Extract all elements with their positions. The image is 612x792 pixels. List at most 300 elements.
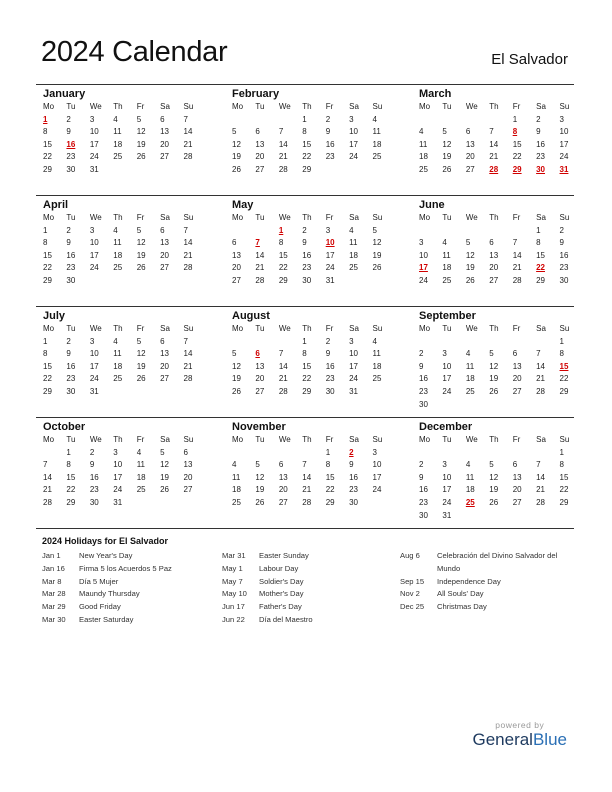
week-row bbox=[36, 348, 200, 361]
weekday-label: Sa bbox=[349, 324, 359, 333]
month-name: December bbox=[419, 421, 473, 433]
week-row bbox=[412, 399, 576, 412]
day-cell: 24 bbox=[89, 263, 99, 273]
holiday-date: 28 bbox=[489, 164, 499, 174]
day-cell: 5 bbox=[232, 349, 237, 359]
week-row bbox=[36, 472, 200, 485]
holiday-date-label: Jan 1 bbox=[42, 551, 61, 560]
empty-cell bbox=[482, 114, 505, 127]
day-cell: 18 bbox=[113, 250, 123, 260]
week-row bbox=[36, 250, 200, 263]
day-cell: 16 bbox=[349, 472, 359, 482]
day-cell: 4 bbox=[113, 225, 118, 235]
day-cell: 1 bbox=[43, 336, 48, 346]
day-cell: 29 bbox=[43, 386, 52, 396]
day-cell: 8 bbox=[325, 460, 331, 470]
weekday-label: We bbox=[465, 435, 478, 444]
empty-cell bbox=[177, 164, 200, 177]
day-cell: 23 bbox=[66, 374, 76, 384]
empty-cell bbox=[529, 510, 552, 523]
empty-cell bbox=[153, 386, 176, 399]
day-cell: 23 bbox=[419, 386, 428, 396]
weekday-header bbox=[36, 212, 200, 225]
day-cell: 9 bbox=[419, 472, 424, 482]
day-cell: 18 bbox=[349, 250, 359, 260]
week-row bbox=[36, 386, 200, 399]
day-cell: 25 bbox=[442, 275, 452, 285]
day-cell: 24 bbox=[349, 152, 359, 162]
day-cell: 3 bbox=[113, 447, 118, 457]
day-cell: 11 bbox=[113, 349, 122, 359]
day-cell: 18 bbox=[465, 374, 475, 384]
empty-cell bbox=[482, 336, 505, 349]
day-cell: 14 bbox=[43, 472, 52, 482]
weekday-label: Fr bbox=[512, 435, 521, 444]
day-cell: 22 bbox=[66, 485, 76, 495]
week-row bbox=[36, 336, 200, 349]
day-cell: 8 bbox=[559, 460, 564, 470]
day-cell: 13 bbox=[255, 361, 265, 371]
weekday-label: Tu bbox=[255, 102, 265, 111]
day-cell: 16 bbox=[66, 250, 76, 260]
holiday-list bbox=[42, 536, 582, 640]
day-cell: 23 bbox=[349, 485, 359, 495]
day-cell: 9 bbox=[66, 127, 71, 137]
month-block bbox=[412, 198, 576, 288]
day-cell: 8 bbox=[43, 127, 48, 137]
weekday-label: Su bbox=[183, 102, 194, 111]
day-cell: 2 bbox=[66, 114, 71, 124]
holiday-name: New Year's Day bbox=[79, 551, 133, 560]
day-cell: 23 bbox=[325, 374, 335, 384]
empty-cell bbox=[36, 447, 59, 460]
day-cell: 5 bbox=[136, 114, 142, 124]
day-cell: 18 bbox=[419, 152, 428, 162]
brand-name-blue: Blue bbox=[532, 730, 567, 749]
empty-cell bbox=[106, 164, 129, 177]
week-row bbox=[412, 472, 576, 485]
month-name: July bbox=[43, 310, 66, 322]
day-cell: 24 bbox=[325, 263, 335, 273]
day-cell: 10 bbox=[89, 349, 99, 359]
weekday-label: Fr bbox=[136, 324, 145, 333]
day-cell: 27 bbox=[255, 164, 265, 174]
day-cell: 7 bbox=[183, 336, 188, 346]
weekday-label: We bbox=[465, 324, 478, 333]
day-cell: 19 bbox=[136, 250, 146, 260]
empty-cell bbox=[319, 164, 342, 177]
weekday-label: We bbox=[89, 435, 102, 444]
day-cell: 11 bbox=[465, 361, 475, 371]
empty-cell bbox=[412, 447, 435, 460]
holiday-name: Mother's Day bbox=[259, 589, 304, 599]
month-block bbox=[225, 87, 389, 177]
week-row bbox=[412, 447, 576, 460]
week-row bbox=[225, 275, 389, 288]
empty-cell bbox=[435, 114, 458, 127]
day-cell: 7 bbox=[278, 349, 284, 359]
month-block bbox=[225, 420, 389, 510]
day-cell: 15 bbox=[43, 250, 52, 260]
day-cell: 20 bbox=[278, 485, 288, 495]
day-cell: 3 bbox=[349, 336, 354, 346]
day-cell: 7 bbox=[183, 225, 188, 235]
weekday-header bbox=[225, 101, 389, 114]
weekday-header bbox=[412, 323, 576, 336]
day-cell: 28 bbox=[255, 275, 265, 285]
day-cell: 31 bbox=[113, 497, 123, 507]
week-row bbox=[225, 373, 389, 386]
empty-cell bbox=[506, 399, 529, 412]
empty-cell bbox=[130, 275, 153, 288]
holiday-name: Día 5 Mujer bbox=[79, 576, 119, 586]
day-cell: 17 bbox=[89, 250, 99, 260]
empty-cell bbox=[529, 336, 552, 349]
day-cell: 14 bbox=[183, 349, 193, 359]
day-cell: 27 bbox=[465, 164, 475, 174]
week-row bbox=[412, 386, 576, 399]
day-cell: 17 bbox=[349, 139, 359, 149]
day-cell: 26 bbox=[160, 485, 170, 495]
divider bbox=[36, 528, 574, 529]
day-cell: 26 bbox=[255, 497, 265, 507]
empty-cell bbox=[342, 275, 365, 288]
empty-cell bbox=[225, 114, 248, 127]
day-cell: 4 bbox=[113, 336, 118, 346]
day-cell: 5 bbox=[372, 225, 377, 235]
day-cell: 15 bbox=[302, 139, 312, 149]
empty-cell bbox=[435, 399, 458, 412]
day-cell: 24 bbox=[89, 374, 99, 384]
day-cell: 9 bbox=[419, 361, 424, 371]
weekday-label: Tu bbox=[255, 435, 265, 444]
day-cell: 16 bbox=[66, 361, 76, 371]
empty-cell bbox=[272, 447, 295, 460]
day-cell: 26 bbox=[489, 497, 499, 507]
day-cell: 30 bbox=[302, 275, 312, 285]
day-cell: 31 bbox=[325, 275, 335, 285]
weekday-header bbox=[412, 434, 576, 447]
month-name: November bbox=[232, 421, 286, 433]
holiday-date-label: Sep 15 bbox=[400, 576, 425, 586]
day-cell: 25 bbox=[465, 386, 475, 396]
day-cell: 7 bbox=[278, 127, 284, 137]
day-cell: 20 bbox=[183, 472, 193, 482]
day-cell: 18 bbox=[113, 139, 123, 149]
weekday-label: Tu bbox=[255, 324, 265, 333]
holiday-date: 22 bbox=[536, 263, 546, 273]
holiday-date: 1 bbox=[278, 225, 284, 235]
month-name: June bbox=[419, 199, 445, 211]
week-row bbox=[412, 126, 576, 139]
empty-cell bbox=[106, 386, 129, 399]
day-cell: 24 bbox=[559, 152, 569, 162]
weekday-label: Mo bbox=[419, 213, 431, 222]
day-cell: 6 bbox=[465, 127, 471, 137]
day-cell: 20 bbox=[255, 152, 265, 162]
week-row bbox=[36, 484, 200, 497]
day-cell: 12 bbox=[255, 472, 265, 482]
day-cell: 17 bbox=[442, 374, 452, 384]
weekday-label: Su bbox=[372, 435, 383, 444]
empty-cell bbox=[225, 225, 248, 238]
empty-cell bbox=[248, 336, 271, 349]
week-row bbox=[36, 114, 200, 127]
day-cell: 29 bbox=[43, 164, 52, 174]
week-row bbox=[225, 225, 389, 238]
day-cell: 21 bbox=[183, 250, 193, 260]
month-block bbox=[412, 420, 576, 522]
day-cell: 30 bbox=[66, 275, 76, 285]
day-cell: 4 bbox=[465, 460, 471, 470]
day-cell: 7 bbox=[43, 460, 48, 470]
empty-cell bbox=[459, 114, 482, 127]
day-cell: 6 bbox=[255, 127, 260, 137]
day-cell: 18 bbox=[136, 472, 146, 482]
day-cell: 2 bbox=[66, 336, 71, 346]
day-cell: 22 bbox=[559, 485, 569, 495]
day-cell: 11 bbox=[113, 238, 122, 248]
day-cell: 30 bbox=[325, 386, 335, 396]
empty-cell bbox=[248, 447, 271, 460]
empty-cell bbox=[412, 336, 435, 349]
day-cell: 24 bbox=[442, 497, 452, 507]
day-cell: 17 bbox=[372, 472, 382, 482]
day-cell: 22 bbox=[278, 263, 288, 273]
day-cell: 14 bbox=[183, 238, 193, 248]
day-cell: 15 bbox=[325, 472, 335, 482]
day-cell: 30 bbox=[89, 497, 99, 507]
empty-cell bbox=[435, 225, 458, 238]
holiday-date: 7 bbox=[255, 238, 260, 248]
weekday-label: Sa bbox=[536, 102, 546, 111]
day-cell: 18 bbox=[442, 263, 452, 273]
day-cell: 14 bbox=[536, 472, 546, 482]
holiday-date-label: Mar 31 bbox=[222, 551, 246, 560]
month-block bbox=[225, 309, 389, 399]
day-cell: 12 bbox=[232, 139, 241, 149]
empty-cell bbox=[366, 275, 389, 288]
day-cell: 5 bbox=[465, 238, 471, 248]
holiday-item bbox=[42, 588, 217, 601]
day-cell: 8 bbox=[559, 349, 564, 359]
day-cell: 4 bbox=[372, 336, 377, 346]
holiday-date-label: Dec 25 bbox=[400, 602, 425, 612]
day-cell: 16 bbox=[419, 485, 428, 495]
weekday-label: Mo bbox=[43, 102, 55, 111]
day-cell: 10 bbox=[372, 460, 382, 470]
weekday-label: Sa bbox=[349, 102, 359, 111]
holiday-list-title: 2024 Holidays for El Salvador bbox=[42, 536, 169, 546]
weekday-label: We bbox=[278, 102, 291, 111]
weekday-label: Th bbox=[113, 324, 123, 333]
holiday-date-label: Mar 30 bbox=[42, 614, 66, 624]
day-cell: 5 bbox=[489, 349, 494, 359]
day-cell: 10 bbox=[442, 361, 452, 371]
day-cell: 24 bbox=[419, 275, 428, 285]
day-cell: 3 bbox=[419, 238, 424, 248]
week-row bbox=[225, 386, 389, 399]
week-row bbox=[412, 348, 576, 361]
day-cell: 10 bbox=[349, 127, 359, 137]
day-cell: 1 bbox=[559, 447, 564, 457]
weekday-label: Fr bbox=[325, 435, 334, 444]
day-cell: 25 bbox=[349, 263, 359, 273]
weekday-label: Sa bbox=[160, 102, 170, 111]
day-cell: 31 bbox=[349, 386, 359, 396]
day-cell: 15 bbox=[302, 361, 312, 371]
weekday-label: Su bbox=[559, 213, 570, 222]
day-cell: 10 bbox=[113, 460, 123, 470]
month-block bbox=[412, 87, 576, 177]
day-cell: 5 bbox=[489, 460, 494, 470]
day-cell: 16 bbox=[89, 472, 99, 482]
day-cell: 14 bbox=[255, 250, 265, 260]
day-cell: 10 bbox=[89, 127, 99, 137]
empty-cell bbox=[482, 399, 505, 412]
day-cell: 3 bbox=[89, 336, 95, 346]
week-row bbox=[225, 114, 389, 127]
week-row bbox=[412, 459, 576, 472]
empty-cell bbox=[506, 510, 529, 523]
holiday-name: Easter Sunday bbox=[259, 551, 309, 560]
weekday-label: Su bbox=[372, 213, 383, 222]
day-cell: 30 bbox=[349, 497, 359, 507]
empty-cell bbox=[130, 164, 153, 177]
month-block bbox=[412, 309, 576, 411]
day-cell: 18 bbox=[232, 485, 241, 495]
day-cell: 26 bbox=[136, 374, 146, 384]
week-row bbox=[412, 151, 576, 164]
day-cell: 25 bbox=[372, 152, 382, 162]
week-row bbox=[36, 225, 200, 238]
weekday-label: Su bbox=[559, 324, 570, 333]
day-cell: 5 bbox=[160, 447, 165, 457]
empty-cell bbox=[435, 447, 458, 460]
empty-cell bbox=[366, 497, 389, 510]
day-cell: 18 bbox=[465, 485, 475, 495]
empty-cell bbox=[272, 114, 295, 127]
empty-cell bbox=[529, 447, 552, 460]
week-row bbox=[412, 237, 576, 250]
empty-cell bbox=[459, 225, 482, 238]
weekday-label: We bbox=[465, 213, 478, 222]
day-cell: 11 bbox=[372, 349, 381, 359]
empty-cell bbox=[482, 447, 505, 460]
day-cell: 20 bbox=[489, 263, 499, 273]
day-cell: 8 bbox=[43, 238, 48, 248]
weekday-label: We bbox=[89, 213, 102, 222]
day-cell: 23 bbox=[419, 497, 428, 507]
day-cell: 19 bbox=[442, 152, 452, 162]
day-cell: 11 bbox=[113, 127, 122, 137]
week-row bbox=[412, 114, 576, 127]
day-cell: 26 bbox=[232, 164, 241, 174]
day-cell: 13 bbox=[489, 250, 499, 260]
weekday-label: We bbox=[465, 102, 478, 111]
holiday-item bbox=[42, 614, 217, 627]
holiday-date: 29 bbox=[512, 164, 522, 174]
day-cell: 18 bbox=[113, 361, 123, 371]
weekday-label: We bbox=[278, 435, 291, 444]
day-cell: 14 bbox=[489, 139, 499, 149]
holiday-name: Easter Saturday bbox=[79, 614, 134, 624]
empty-cell bbox=[153, 497, 176, 510]
day-cell: 9 bbox=[302, 238, 307, 248]
day-cell: 15 bbox=[66, 472, 76, 482]
day-cell: 21 bbox=[183, 139, 193, 149]
day-cell: 4 bbox=[349, 225, 354, 235]
day-cell: 1 bbox=[325, 447, 331, 457]
day-cell: 9 bbox=[349, 460, 354, 470]
day-cell: 20 bbox=[160, 250, 170, 260]
day-cell: 11 bbox=[136, 460, 145, 470]
week-row bbox=[36, 126, 200, 139]
day-cell: 13 bbox=[255, 139, 265, 149]
empty-cell bbox=[482, 510, 505, 523]
holiday-date: 31 bbox=[559, 164, 569, 174]
day-cell: 8 bbox=[302, 349, 307, 359]
day-cell: 28 bbox=[278, 386, 288, 396]
day-cell: 21 bbox=[536, 485, 546, 495]
holiday-date-label: May 10 bbox=[222, 589, 247, 599]
holiday-date-label: Aug 6 bbox=[400, 551, 420, 560]
brand-name bbox=[472, 730, 567, 750]
day-cell: 5 bbox=[442, 127, 447, 137]
day-cell: 9 bbox=[66, 238, 71, 248]
calendar-row bbox=[36, 417, 574, 526]
day-cell: 17 bbox=[89, 139, 99, 149]
empty-cell bbox=[153, 275, 176, 288]
day-cell: 10 bbox=[559, 127, 569, 137]
empty-cell bbox=[435, 336, 458, 349]
weekday-label: Mo bbox=[43, 213, 55, 222]
empty-cell bbox=[506, 336, 529, 349]
day-cell: 23 bbox=[325, 152, 335, 162]
day-cell: 23 bbox=[302, 263, 312, 273]
holiday-item bbox=[222, 576, 397, 589]
day-cell: 17 bbox=[325, 250, 335, 260]
week-row bbox=[412, 262, 576, 275]
weekday-label: Sa bbox=[536, 324, 546, 333]
empty-cell bbox=[506, 225, 529, 238]
day-cell: 12 bbox=[136, 127, 146, 137]
week-row bbox=[36, 361, 200, 374]
day-cell: 12 bbox=[136, 238, 146, 248]
week-row bbox=[412, 250, 576, 263]
week-row bbox=[225, 250, 389, 263]
day-cell: 18 bbox=[372, 139, 382, 149]
empty-cell bbox=[482, 225, 505, 238]
week-row bbox=[36, 164, 200, 177]
day-cell: 17 bbox=[113, 472, 123, 482]
week-row bbox=[225, 348, 389, 361]
day-cell: 16 bbox=[419, 374, 428, 384]
day-cell: 25 bbox=[372, 374, 382, 384]
weekday-label: Th bbox=[489, 324, 499, 333]
weekday-label: Su bbox=[183, 213, 194, 222]
powered-by-label: powered by bbox=[495, 720, 545, 730]
month-name: August bbox=[232, 310, 270, 322]
day-cell: 15 bbox=[559, 472, 569, 482]
empty-cell bbox=[248, 114, 271, 127]
day-cell: 28 bbox=[512, 275, 522, 285]
day-cell: 13 bbox=[465, 139, 475, 149]
day-cell: 25 bbox=[113, 152, 123, 162]
day-cell: 10 bbox=[349, 349, 359, 359]
empty-cell bbox=[506, 447, 529, 460]
weekday-header bbox=[225, 212, 389, 225]
